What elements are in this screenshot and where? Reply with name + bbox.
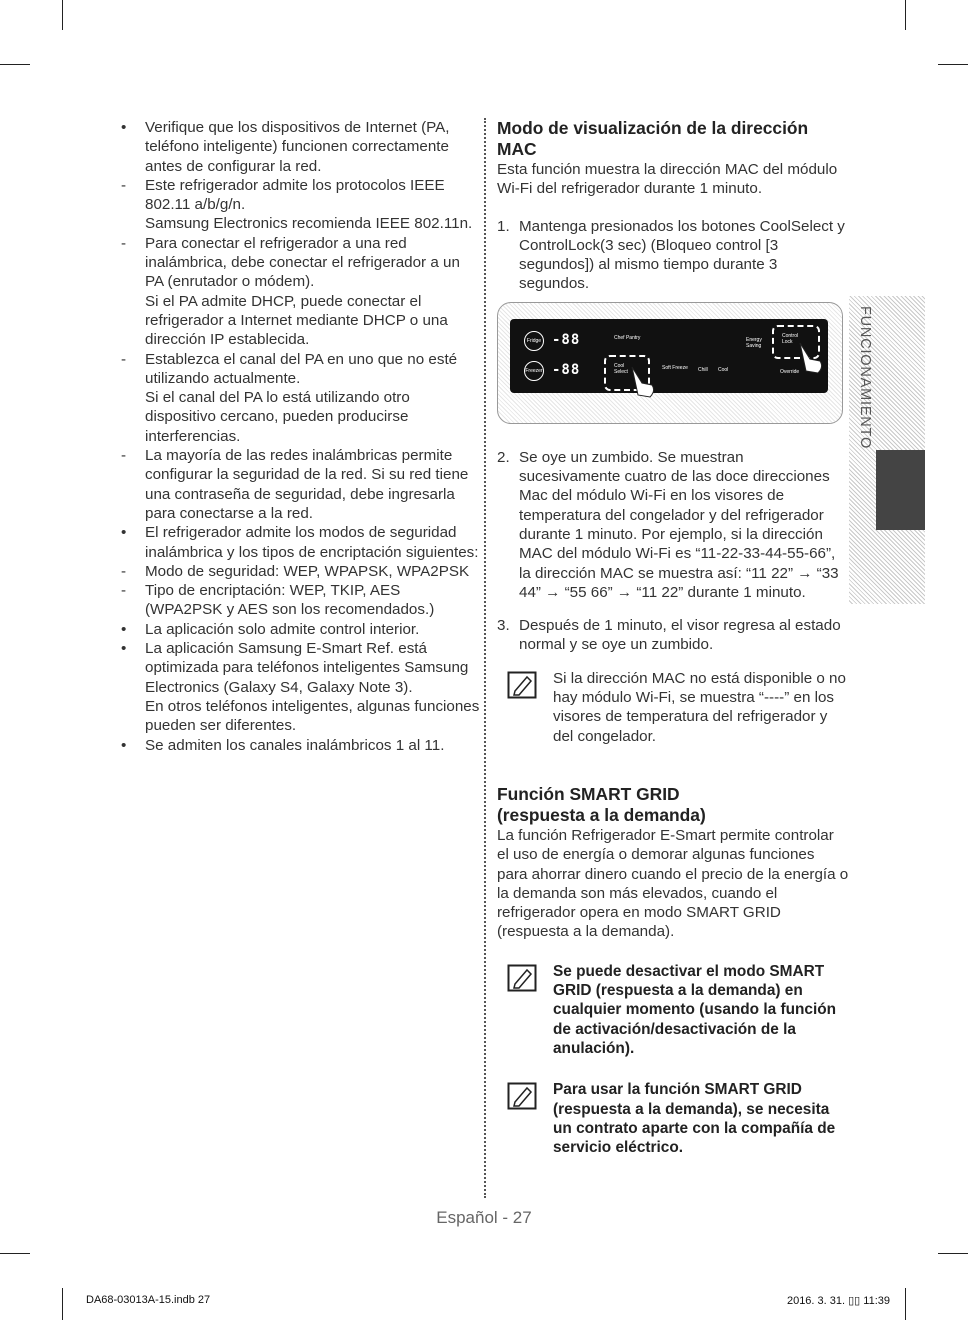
smart-grid-title: Función SMART GRID [497,783,680,804]
control-lock-label: Control Lock [782,332,799,345]
finger-pointer-icon [628,365,658,399]
bullet: - [121,350,127,368]
fridge-temp-display: -88 [552,331,581,348]
bullet: - [121,447,127,465]
print-slug-date: 2016. 3. 31. ▯▯ 11:39 [786,1295,890,1307]
crop-mark [62,1288,63,1320]
list-item: • La aplicación Samsung E-Smart Ref. está optimizada para teléfonos inteligentes Samsung Electronics (Galaxy S4, Galaxy Note 3). En otros teléfonos inteligentes, algunas funciones pueden ser diferentes. [121,640,480,735]
step-item: 2. Se oye un zumbido. Se muestran sucesivamente cuatro de las doce direcciones Mac del módulo Wi-Fi en los visores de temperatura del congelador y del refrigerador durante 1 minuto. Por ejemplo, si la dirección MAC del módulo Wi-Fi es “11-22-33-44-55-66”, la dirección MAC se muestra así: “11 22” → “33 44” → “55 66” → “11 22” durante 1 minuto. [497,448,839,601]
bullet: • [121,640,127,658]
fridge-button: Fridge [524,331,544,351]
note-icon [507,1082,537,1110]
page-number: Español - 27 [436,1208,532,1227]
crop-mark [938,64,968,65]
list-item: - Tipo de encriptación: WEP, TKIP, AES (WPA2PSK y AES son los recomendados.) [121,582,435,619]
step-item: 1. Mantenga presionados los botones CoolSelect y ControlLock(3 sec) (Bloqueo control [3 segundos]) al mismo tiempo durante 3 segundos. [497,217,845,293]
soft-freeze-label: Soft Freeze [662,364,688,371]
crop-mark [0,64,30,65]
freezer-temp-display: -88 [552,361,581,378]
bullet: • [121,119,127,136]
energy-saving-label: Energy Saving [746,336,762,349]
list-item: • El refrigerador admite los modos de seguridad inalámbrica y los tipos de encriptación siguientes: [121,524,479,561]
side-tab-label: FUNCIONAMIENTO [857,306,873,450]
cool-label: Cool [718,366,729,373]
bullet: - [121,562,127,580]
column-divider [484,118,486,1198]
note: Se puede desactivar el modo SMART GRID (respuesta a la demanda) en cualquier momento (usando la función de activación/desactivación de la anulación). [497,962,849,1058]
smart-grid-body: La función Refrigerador E-Smart permite controlar el uso de energía o demorar algunas funciones para ahorrar dinero cuando el precio de la energía o la demanda son más elevados, cuando el refrigerador opera en modo SMART GRID (respuesta a la demanda). [497,826,849,941]
right-column [497,118,849,1157]
bullet: - [121,176,127,194]
list-item: - Este refrigerador admite los protocolos IEEE 802.11 a/b/g/n. Samsung Electronics recomienda IEEE 802.11n. [121,176,473,233]
list-item: - Modo de seguridad: WEP, WPAPSK, WPA2PSK [121,562,470,580]
bullet: • [121,524,127,542]
print-slug-file: DA68-03013A-15.indb 27 [86,1294,211,1306]
left-column [118,118,480,755]
list-item: - Establezca el canal del PA en uno que no esté utilizando actualmente. Si el canal del PA lo está utilizando otro dispositivo cercano, pueden producirse interferencias. [121,350,458,445]
list-item: • La aplicación solo admite control interior. [121,620,420,638]
crop-mark [905,0,906,30]
smart-grid-subtitle: (respuesta a la demanda) [497,804,706,825]
mac-intro: Esta función muestra la dirección MAC del módulo Wi-Fi del refrigerador durante 1 minuto. [497,161,838,198]
crop-mark [938,1253,968,1254]
control-panel [510,319,828,393]
side-tab-marker [876,450,925,530]
cool-select-label: Cool Select [614,362,628,375]
step-item: 3. Después de 1 minuto, el visor regresa al estado normal y se oye un zumbido. [497,617,841,654]
list-item: - Para conectar el refrigerador a una red inalámbrica, debe conectar el refrigerador a un PA (enrutador o módem). Si el PA admite DHCP, puede conectar el refrigerador a Internet mediante DHCP o una dirección IP establecida. [121,234,460,349]
bullet: • [121,736,127,754]
control-panel-figure [497,302,843,424]
freezer-button: Freezer [524,361,544,381]
bullet: - [121,582,127,600]
note: Si la dirección MAC no está disponible o no hay módulo Wi-Fi, se muestra “----” en los visores de temperatura del refrigerador y del congelador. [497,669,849,746]
list-item: • Se admiten los canales inalámbricos 1 al 11. [121,736,445,754]
crop-mark [905,1288,906,1320]
list-item: • Verifique que los dispositivos de Internet (PA, teléfono inteligente) funcionen correctamente antes de configurar la red. [121,119,450,175]
note-icon [507,964,537,992]
crop-mark [62,0,63,30]
mac-section-title: Modo de visualización de la dirección MAC [497,118,809,159]
bullet: • [121,620,127,638]
list-item: - La mayoría de las redes inalámbricas permite configurar la seguridad de la red. Si su red tiene una contraseña de seguridad, debe ingresarla para conectarse a la red. [121,447,469,522]
note: Para usar la función SMART GRID (respuesta a la demanda), se necesita un contrato aparte con la compañía de servicio eléctrico. [497,1080,849,1157]
finger-pointer-icon [796,341,826,375]
chill-label: Chill [698,366,708,373]
bullet: - [121,234,127,252]
override-label: Override [780,368,800,375]
chef-pantry-label: Chef Pantry [614,334,641,341]
crop-mark [0,1253,30,1254]
note-icon [507,671,537,699]
